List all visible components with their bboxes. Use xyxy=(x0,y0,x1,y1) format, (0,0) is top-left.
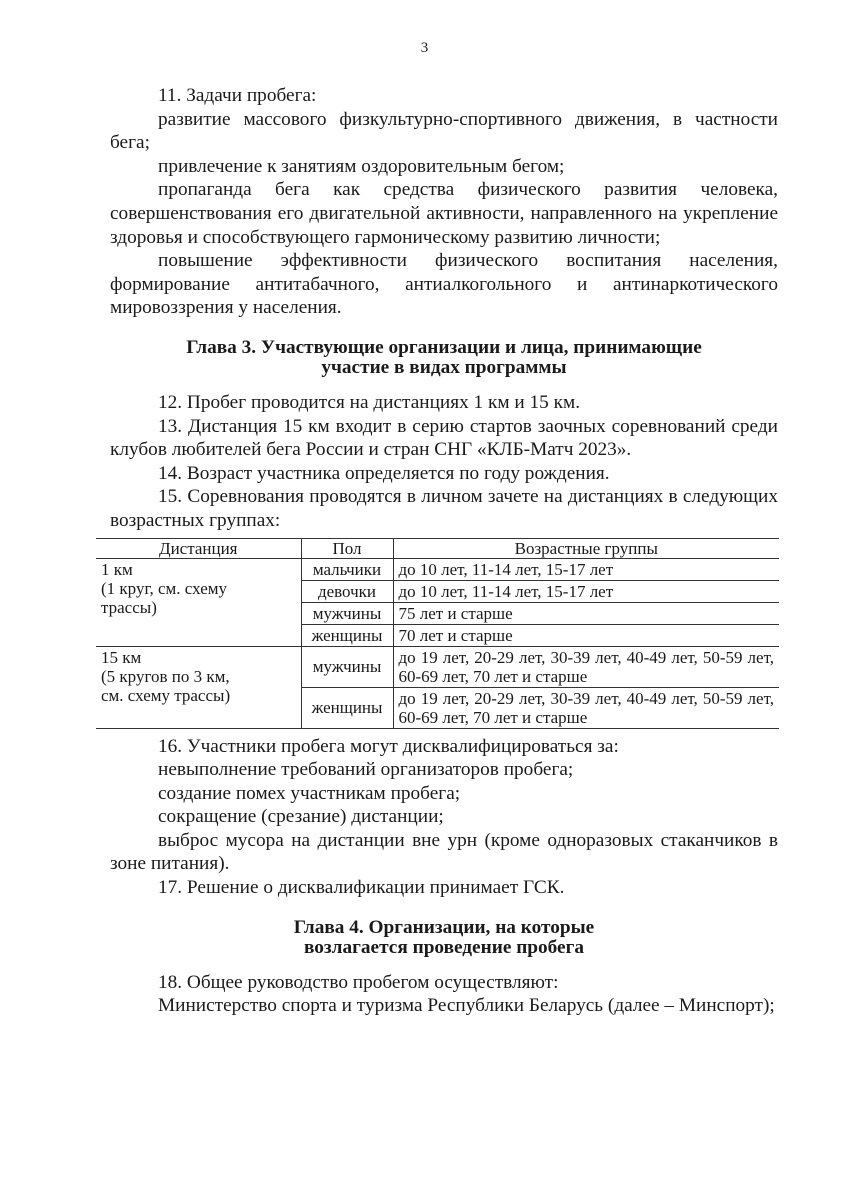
table-header-row xyxy=(96,538,779,558)
chapter-4-heading-line1: Глава 4. Организации, на которые xyxy=(293,916,595,938)
chapter-3-heading-line1: Глава 3. Участвующие организации и лица, принимающие xyxy=(186,336,702,358)
section-11-item: пропаганда бега как средства физического развития человека, совершенствования его двигательной активности, направленного на укрепление здоровья и способствующего гармоническому развитию личности; xyxy=(110,179,778,248)
paragraph-17: 17. Решение о дисквалификации принимает ГСК. xyxy=(158,877,565,899)
section-16-item: сокращение (срезание) дистанции; xyxy=(158,806,444,828)
ages-cell: до 19 лет, 20-29 лет, 30-39 лет, 40-49 лет, 50-59 лет, 60-69 лет, 70 лет и старше xyxy=(393,687,779,728)
section-11-item: повышение эффективности физического воспитания населения, формирование антитабачного, антиалкогольного и антинаркотического мировоззрения у населения. xyxy=(110,250,778,319)
distance-label: 15 км xyxy=(101,647,142,667)
table-row xyxy=(96,558,779,580)
section-16-item: создание помех участникам пробега; xyxy=(158,782,461,804)
paragraph-18: 18. Общее руководство пробегом осуществляют: xyxy=(158,971,559,993)
column-header: Пол xyxy=(301,538,393,558)
section-16-item: невыполнение требований организаторов пробега; xyxy=(158,759,574,781)
ages-cell: 75 лет и старше xyxy=(393,602,779,624)
sex-cell: женщины xyxy=(301,687,393,728)
sex-cell: мужчины xyxy=(301,646,393,687)
ages-cell: до 19 лет, 20-29 лет, 30-39 лет, 40-49 лет, 50-59 лет, 60-69 лет, 70 лет и старше xyxy=(393,646,779,687)
document-body xyxy=(101,84,778,1018)
table-row xyxy=(96,646,779,687)
distance-note: см. схему трассы) xyxy=(101,685,231,705)
paragraph-14: 14. Возраст участника определяется по году рождения. xyxy=(158,462,610,484)
sex-cell: девочки xyxy=(301,580,393,602)
distance-label: 1 км xyxy=(101,559,133,579)
chapter-4-heading xyxy=(110,918,778,958)
paragraph-12: 12. Пробег проводится на дистанциях 1 км и 15 км. xyxy=(158,391,581,413)
distance-note: трассы) xyxy=(101,597,157,617)
distance-note: (1 круг, см. схему xyxy=(101,578,228,598)
chapter-3-heading xyxy=(110,338,778,378)
chapter-4-heading-line2: возлагается проведение пробега xyxy=(303,936,585,958)
sex-cell: мужчины xyxy=(301,602,393,624)
sex-cell: женщины xyxy=(301,624,393,646)
distance-note: (5 кругов по 3 км, xyxy=(101,666,230,686)
paragraph-15: 15. Соревнования проводятся в личном зачете на дистанциях в следующих возрастных группах: xyxy=(110,486,778,531)
ages-cell: 70 лет и старше xyxy=(393,624,779,646)
sex-cell: мальчики xyxy=(301,558,393,580)
ages-cell: до 10 лет, 11-14 лет, 15-17 лет xyxy=(393,580,779,602)
chapter-3-heading-line2: участие в видах программы xyxy=(321,356,567,378)
section-11-item: развитие массового физкультурно-спортивного движения, в частности бега; xyxy=(110,108,778,154)
distance-cell xyxy=(96,558,301,646)
distance-cell xyxy=(96,646,301,728)
age-groups-table xyxy=(96,538,779,729)
paragraph-13: 13. Дистанция 15 км входит в серию стартов заочных соревнований среди клубов любителей бега России и стран СНГ «КЛБ-Матч 2023». xyxy=(110,415,778,461)
paragraph-18-item: Министерство спорта и туризма Республики Беларусь (далее – Минспорт); xyxy=(158,995,775,1017)
column-header: Возрастные группы xyxy=(393,538,779,558)
page-number: 3 xyxy=(420,40,429,56)
section-16-title: 16. Участники пробега могут дисквалифицироваться за: xyxy=(158,735,619,757)
section-16-item: выброс мусора на дистанции вне урн (кроме одноразовых стаканчиков в зоне питания). xyxy=(110,829,778,875)
section-11-item: привлечение к занятиям оздоровительным бегом; xyxy=(158,155,565,177)
section-11-title: 11. Задачи пробега: xyxy=(158,85,317,106)
ages-cell: до 10 лет, 11-14 лет, 15-17 лет xyxy=(393,558,779,580)
column-header: Дистанция xyxy=(96,538,301,558)
